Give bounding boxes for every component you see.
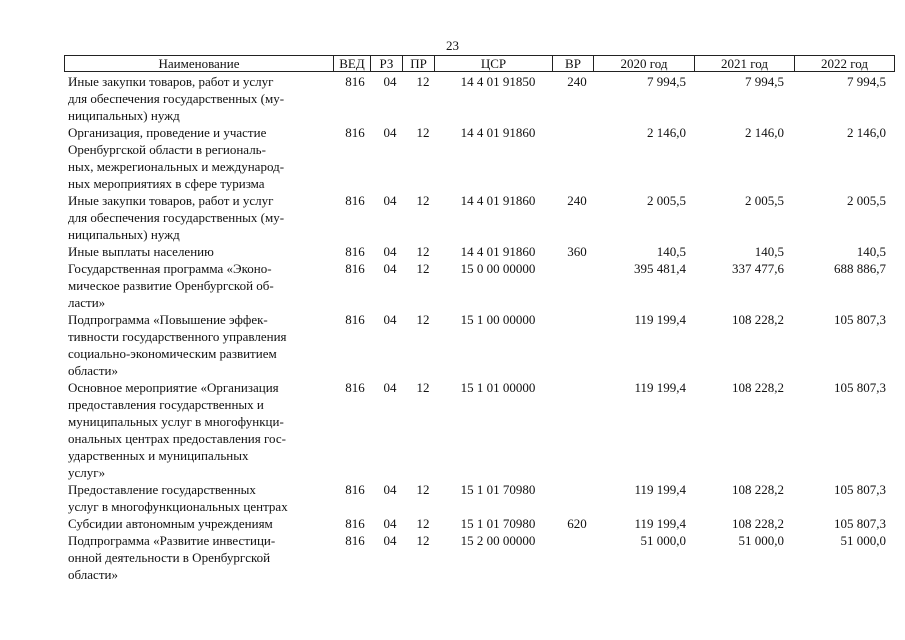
table-row (68, 311, 895, 379)
cell-ved: 816 (345, 193, 365, 208)
cell-2021: 140,5 (754, 244, 784, 259)
table-row (68, 379, 895, 481)
cell-pr: 12 (416, 516, 430, 531)
table-header (64, 55, 895, 72)
cell-csr: 15 1 01 70980 (460, 482, 536, 497)
cell-name (68, 192, 336, 243)
cell-csr: 14 4 01 91850 (460, 74, 536, 89)
name-line: муниципальных услуг в многофункци- (68, 414, 284, 429)
cell-2022: 688 886,7 (834, 261, 886, 276)
name-line: для обеспечения государственных (му- (68, 91, 285, 106)
cell-rz: 04 (383, 74, 397, 89)
cell-2021: 2 005,5 (745, 193, 784, 208)
table-body (68, 73, 895, 583)
name-line: услуг в многофункциональных центрах (68, 499, 288, 514)
table-row (68, 260, 895, 311)
name-line: области» (68, 363, 118, 378)
cell-2022: 51 000,0 (840, 533, 886, 548)
name-line: мическое развитие Оренбургской об- (68, 278, 274, 293)
cell-pr: 12 (416, 482, 430, 497)
name-line: ональных центрах предоставления гос- (68, 431, 286, 446)
cell-name (68, 73, 336, 124)
cell-rz: 04 (383, 193, 397, 208)
cell-2022: 2 005,5 (847, 193, 886, 208)
cell-2022: 7 994,5 (847, 74, 886, 89)
cell-2021: 51 000,0 (738, 533, 784, 548)
cell-name (68, 515, 336, 532)
cell-csr: 15 2 00 00000 (460, 533, 536, 548)
cell-2021: 108 228,2 (732, 516, 784, 531)
cell-csr: 15 1 00 00000 (460, 312, 536, 327)
cell-rz: 04 (383, 125, 397, 140)
name-line: социально-экономическим развитием (68, 346, 277, 361)
cell-2021: 108 228,2 (732, 482, 784, 497)
cell-pr: 12 (416, 244, 430, 259)
cell-2021: 2 146,0 (745, 125, 784, 140)
cell-ved: 816 (345, 482, 365, 497)
name-line: Подпрограмма «Развитие инвестици- (68, 533, 276, 548)
cell-rz: 04 (383, 482, 397, 497)
table-row (68, 192, 895, 243)
cell-ved: 816 (345, 533, 365, 548)
table-row (68, 124, 895, 192)
cell-2020: 140,5 (656, 244, 686, 259)
name-line: ласти» (68, 295, 106, 310)
cell-2021: 7 994,5 (745, 74, 784, 89)
table-row (68, 73, 895, 124)
name-line: Оренбургской области в региональ- (68, 142, 266, 157)
cell-2020: 2 005,5 (647, 193, 686, 208)
name-line: Организация, проведение и участие (68, 125, 267, 140)
name-line: ударственных и муниципальных (68, 448, 249, 463)
header-2022: 2022 год (821, 56, 868, 71)
cell-name (68, 243, 336, 260)
name-line: Предоставление государственных (68, 482, 256, 497)
table-row (68, 532, 895, 583)
header-csr: ЦСР (435, 56, 553, 72)
cell-2020: 119 199,4 (634, 380, 686, 395)
cell-pr: 12 (416, 380, 430, 395)
cell-vr: 240 (567, 74, 587, 89)
cell-2020: 2 146,0 (647, 125, 686, 140)
cell-rz: 04 (383, 380, 397, 395)
name-line: услуг» (68, 465, 106, 480)
cell-2020: 119 199,4 (634, 312, 686, 327)
name-line: предоставления государственных и (68, 397, 264, 412)
cell-pr: 12 (416, 193, 430, 208)
cell-ved: 816 (345, 125, 365, 140)
cell-csr: 14 4 01 91860 (460, 244, 536, 259)
cell-ved: 816 (345, 312, 365, 327)
cell-2020: 119 199,4 (634, 482, 686, 497)
cell-pr: 12 (416, 74, 430, 89)
name-line: ных, межрегиональных и международ- (68, 159, 285, 174)
name-line: Иные закупки товаров, работ и услуг (68, 74, 274, 89)
cell-name (68, 124, 336, 192)
cell-2022: 105 807,3 (834, 380, 886, 395)
cell-ved: 816 (345, 261, 365, 276)
header-2020: 2020 год (594, 56, 695, 72)
cell-2020: 119 199,4 (634, 516, 686, 531)
name-line: Основное мероприятие «Организация (68, 380, 279, 395)
cell-ved: 816 (345, 380, 365, 395)
cell-2021: 337 477,6 (732, 261, 784, 276)
cell-2020: 7 994,5 (647, 74, 686, 89)
name-line: Подпрограмма «Повышение эффек- (68, 312, 268, 327)
cell-2022: 140,5 (856, 244, 886, 259)
cell-name (68, 311, 336, 379)
cell-rz: 04 (383, 261, 397, 276)
cell-vr: 360 (567, 244, 587, 259)
cell-csr: 14 4 01 91860 (460, 193, 536, 208)
name-line: Иные выплаты населению (68, 244, 214, 259)
cell-rz: 04 (383, 533, 397, 548)
cell-name (68, 481, 336, 515)
table-row (68, 243, 895, 260)
header-vr: ВР (553, 56, 594, 72)
cell-2020: 51 000,0 (640, 533, 686, 548)
table-row (68, 515, 895, 532)
header-2021: 2021 год (695, 56, 795, 72)
cell-name (68, 379, 336, 481)
cell-2020: 395 481,4 (634, 261, 686, 276)
name-line: тивности государственного управления (68, 329, 287, 344)
cell-2022: 105 807,3 (834, 312, 886, 327)
cell-2021: 108 228,2 (732, 380, 784, 395)
name-line: ных мероприятиях в сфере туризма (68, 176, 265, 191)
header-name: Наименование (65, 56, 334, 72)
cell-pr: 12 (416, 312, 430, 327)
cell-pr: 12 (416, 261, 430, 276)
cell-ved: 816 (345, 516, 365, 531)
header-pr: ПР (403, 56, 435, 72)
cell-csr: 15 0 00 00000 (460, 261, 536, 276)
cell-2021: 108 228,2 (732, 312, 784, 327)
name-line: ниципальных) нужд (68, 108, 180, 123)
cell-csr: 15 1 01 70980 (460, 516, 536, 531)
cell-csr: 14 4 01 91860 (460, 125, 536, 140)
table-row (68, 481, 895, 515)
cell-name (68, 260, 336, 311)
cell-pr: 12 (416, 533, 430, 548)
cell-2022: 105 807,3 (834, 516, 886, 531)
cell-vr: 240 (567, 193, 587, 208)
name-line: Иные закупки товаров, работ и услуг (68, 193, 274, 208)
header-ved: ВЕД (334, 56, 371, 72)
name-line: Субсидии автономным учреждениям (68, 516, 273, 531)
name-line: ниципальных) нужд (68, 227, 180, 242)
header-rz: РЗ (371, 56, 403, 72)
cell-rz: 04 (383, 312, 397, 327)
cell-2022: 105 807,3 (834, 482, 886, 497)
cell-rz: 04 (383, 516, 397, 531)
cell-2022: 2 146,0 (847, 125, 886, 140)
cell-rz: 04 (383, 244, 397, 259)
name-line: онной деятельности в Оренбургской (68, 550, 271, 565)
cell-ved: 816 (345, 244, 365, 259)
cell-ved: 816 (345, 74, 365, 89)
cell-pr: 12 (416, 125, 430, 140)
cell-name (68, 532, 336, 583)
cell-vr: 620 (567, 516, 587, 531)
name-line: для обеспечения государственных (му- (68, 210, 285, 225)
cell-csr: 15 1 01 00000 (460, 380, 536, 395)
name-line: области» (68, 567, 118, 582)
page-number: 23 (446, 38, 459, 53)
name-line: Государственная программа «Эконо- (68, 261, 272, 276)
